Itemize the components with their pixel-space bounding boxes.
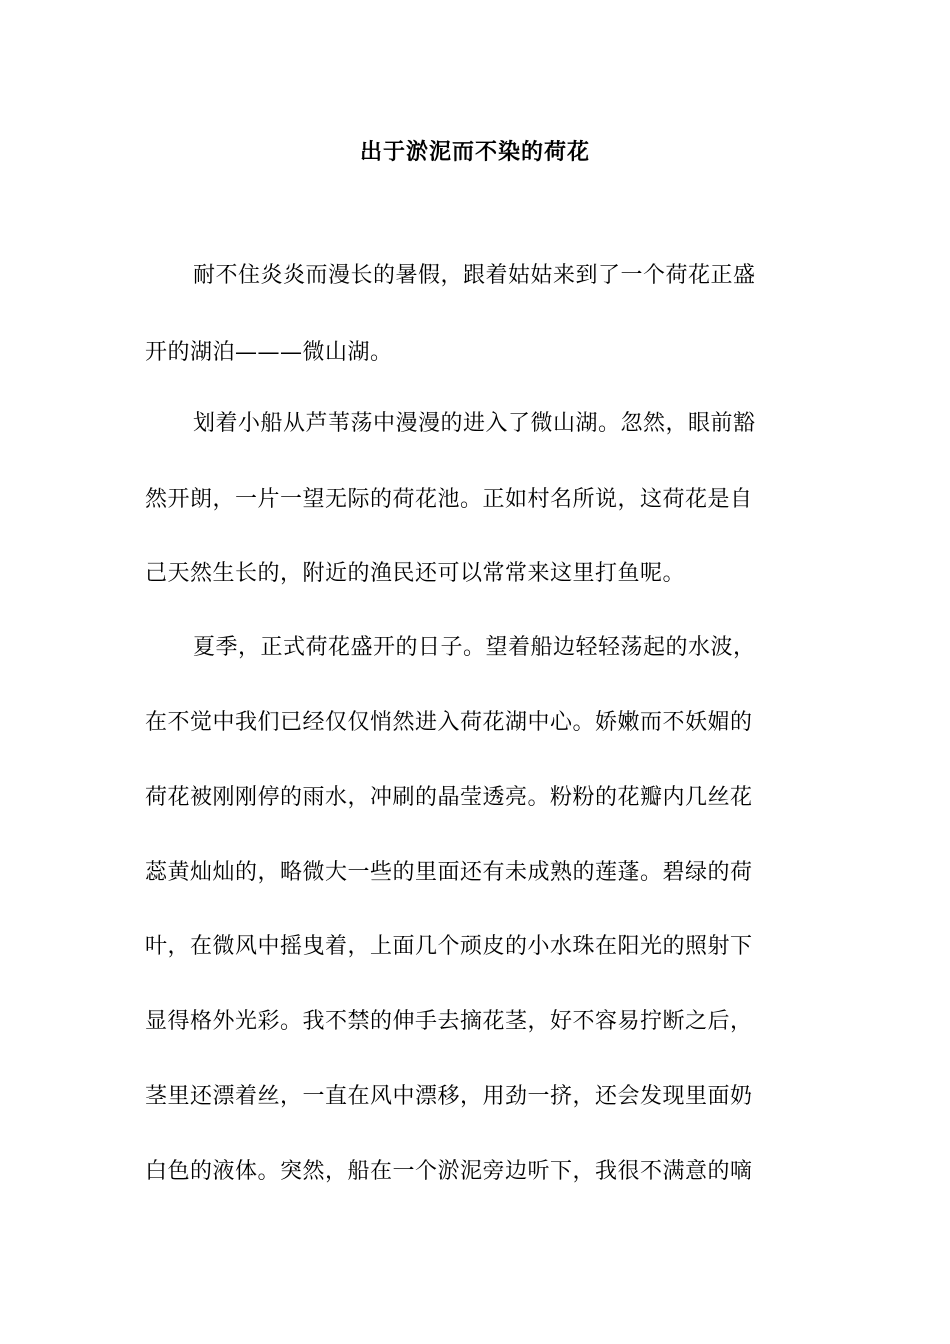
paragraph-2-line-2: 然开朗，一片一望无际的荷花池。正如村名所说，这荷花是自 [145, 487, 753, 512]
document-title: 出于淤泥而不染的荷花 [359, 140, 590, 165]
paragraph-1-line-1: 耐不住炎炎而漫长的暑假，跟着姑姑来到了一个荷花正盛 [193, 263, 756, 288]
paragraph-2-line-1: 划着小船从芦苇荡中漫漫的进入了微山湖。忽然，眼前豁 [193, 411, 756, 436]
paragraph-1-line-2: 开的湖泊———微山湖。 [145, 340, 393, 365]
paragraph-3-line-2: 在不觉中我们已经仅仅悄然进入荷花湖中心。娇嫩而不妖媚的 [145, 710, 753, 735]
paragraph-3-line-6: 显得格外光彩。我不禁的伸手去摘花茎，好不容易拧断之后， [145, 1009, 753, 1034]
paragraph-2-line-3: 己天然生长的，附近的渔民还可以常常来这里打鱼呢。 [145, 561, 686, 586]
paragraph-3-line-5: 叶，在微风中摇曳着，上面几个顽皮的小水珠在阳光的照射下 [145, 934, 753, 959]
paragraph-3-line-7: 茎里还漂着丝，一直在风中漂移，用劲一挤，还会发现里面奶 [145, 1084, 753, 1109]
paragraph-3-line-4: 蕊黄灿灿的，略微大一些的里面还有未成熟的莲蓬。碧绿的荷 [145, 860, 753, 885]
paragraph-3-line-1: 夏季，正式荷花盛开的日子。望着船边轻轻荡起的水波， [193, 635, 756, 660]
paragraph-3-line-8: 白色的液体。突然，船在一个淤泥旁边听下，我很不满意的嘀 [145, 1159, 753, 1184]
paragraph-3-line-3: 荷花被刚刚停的雨水，冲刷的晶莹透亮。粉粉的花瓣内几丝花 [145, 785, 753, 810]
